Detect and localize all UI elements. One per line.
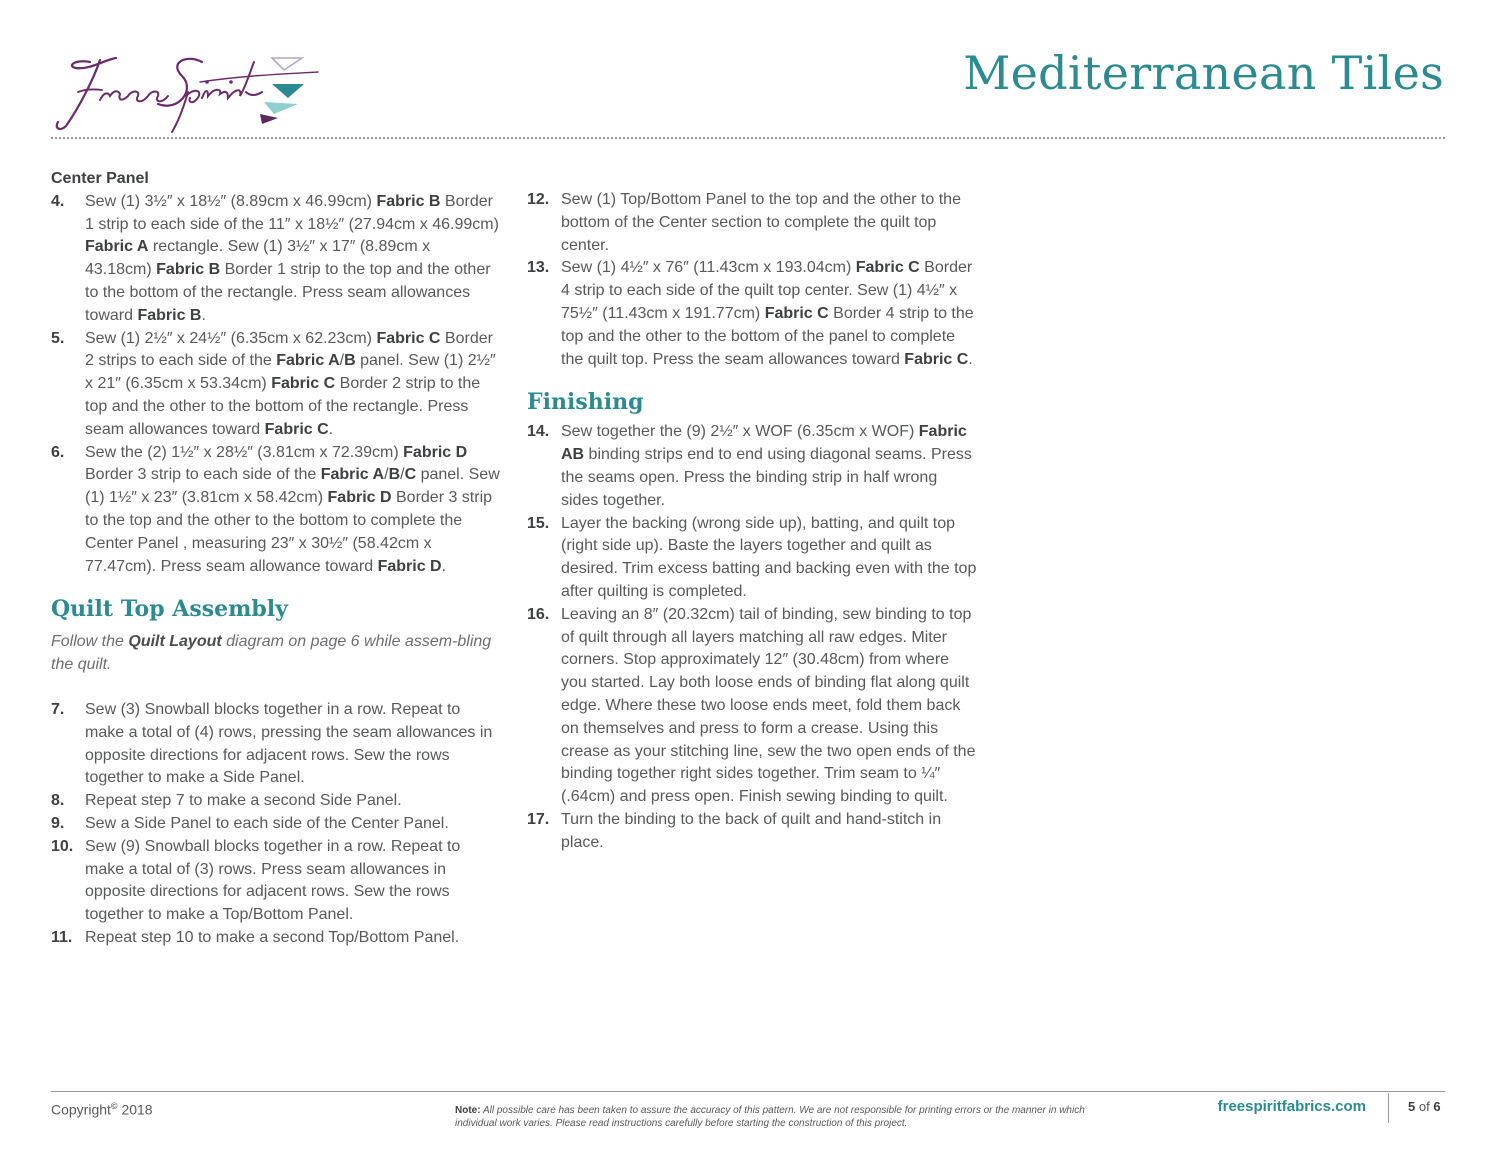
text-segment: Border 2 strips to each side of the bbox=[85, 329, 493, 370]
text-segment: rectangle. Sew (1) 3½″ x 17″ (8.89cm x 43.18cm) bbox=[85, 238, 431, 279]
assembly-intro bbox=[51, 631, 501, 677]
page-number bbox=[1408, 1099, 1441, 1114]
instruction-step bbox=[51, 790, 501, 813]
bold-text: Fabric D bbox=[403, 443, 468, 461]
instruction-step bbox=[527, 809, 977, 855]
text-segment: Sew (1) 4½″ x 76″ (11.43cm x 193.04cm) bbox=[561, 259, 856, 277]
instruction-step bbox=[527, 257, 977, 371]
text-segment: / bbox=[339, 352, 345, 370]
instruction-step bbox=[51, 442, 501, 579]
copyright bbox=[51, 1101, 153, 1118]
text-segment: panel. Sew (1) 1½″ x 23″ (3.81cm x 58.42cm) bbox=[85, 466, 500, 507]
text-segment: diagram on page 6 while assem-bling the quilt. bbox=[51, 633, 492, 674]
note-text: All possible care has been taken to assure the accuracy of this pattern. We are not responsible for printing errors or the manner in which individual work varies. Please read instructions carefully before starting the construction of this project. bbox=[455, 1105, 1085, 1129]
bold-text: B bbox=[388, 466, 401, 484]
bold-text: C bbox=[404, 466, 417, 484]
step-text bbox=[85, 927, 501, 950]
bold-text: Fabric A bbox=[85, 238, 149, 256]
text-segment: . bbox=[201, 306, 206, 324]
instruction-step bbox=[51, 836, 501, 927]
text-segment: Sew the (2) 1½″ x 28½″ (3.81cm x 72.39cm) bbox=[85, 443, 404, 461]
step-number: 8. bbox=[51, 792, 65, 810]
step-number: 13. bbox=[527, 259, 550, 277]
bold-text: Fabric C bbox=[904, 350, 969, 368]
assembly-steps-continued bbox=[527, 189, 977, 371]
bold-text: Fabric A bbox=[320, 466, 385, 484]
step-number: 4. bbox=[51, 192, 65, 210]
bold-text: Fabric A bbox=[276, 352, 340, 370]
assembly-steps bbox=[51, 699, 501, 950]
note-label: Note: bbox=[455, 1105, 481, 1116]
step-text bbox=[85, 813, 501, 836]
text-segment: Turn the binding to the back of quilt and hand-stitch in place. bbox=[561, 810, 942, 851]
page-current: 5 bbox=[1408, 1099, 1416, 1114]
left-column bbox=[51, 168, 501, 950]
text-segment: Sew together the (9) 2½″ x WOF (6.35cm x WOF) bbox=[561, 423, 919, 441]
text-segment: . bbox=[328, 420, 334, 438]
text-segment: Border 1 strip to each side of the 11″ x 18½″ (27.94cm x 46.99cm) bbox=[85, 192, 499, 233]
text-segment: Follow the bbox=[51, 633, 129, 651]
step-number: 5. bbox=[51, 329, 65, 347]
instruction-step bbox=[51, 813, 501, 836]
step-text bbox=[561, 257, 977, 371]
text-segment: / bbox=[400, 466, 405, 484]
step-text bbox=[85, 442, 501, 579]
step-number: 9. bbox=[51, 814, 65, 832]
bold-text: Fabric AB bbox=[561, 423, 967, 464]
step-text bbox=[561, 604, 977, 809]
instruction-step bbox=[51, 699, 501, 790]
page-of: of bbox=[1415, 1099, 1434, 1114]
step-text bbox=[85, 836, 501, 927]
bold-text: Fabric C bbox=[855, 259, 920, 277]
text-segment: Layer the backing (wrong side up), batting, and quilt top (right side up). Baste the layers together and quilt as desired. Trim excess batting and backing even with the top after quilting is completed. bbox=[561, 514, 977, 600]
instruction-step bbox=[51, 927, 501, 950]
center-panel-steps bbox=[51, 191, 501, 579]
instruction-step bbox=[51, 191, 501, 328]
text-segment: . bbox=[441, 557, 447, 575]
step-number: 10. bbox=[51, 837, 74, 855]
bold-text: Fabric C bbox=[264, 420, 329, 438]
finishing-steps bbox=[527, 421, 977, 854]
step-number: 16. bbox=[527, 605, 550, 623]
step-number: 11. bbox=[51, 928, 73, 946]
page-total: 6 bbox=[1433, 1099, 1441, 1114]
step-text bbox=[85, 328, 501, 442]
disclaimer-note bbox=[455, 1104, 1105, 1130]
instruction-step bbox=[527, 513, 977, 604]
text-segment: Sew (1) 3½″ x 18½″ (8.89cm x 46.99cm) bbox=[85, 192, 377, 210]
instruction-step bbox=[527, 189, 977, 257]
text-segment: Sew (3) Snowball blocks together in a row. Repeat to make a total of (4) rows, pressing the seam allowances in opposite directions for adjacent rows. Sew the rows together to make a Side Panel. bbox=[85, 700, 493, 787]
step-text bbox=[561, 809, 977, 855]
step-number: 6. bbox=[51, 443, 65, 461]
text-segment: binding strips end to end using diagonal seams. Press the seams open. Press the binding strip in half wrong sides together. bbox=[561, 446, 972, 509]
footer-divider bbox=[51, 1091, 1445, 1092]
copyright-mark: © bbox=[110, 1101, 118, 1111]
step-text bbox=[561, 421, 977, 512]
text-segment: Sew (1) Top/Bottom Panel to the top and the other to the bottom of the Center section to complete the quilt top center. bbox=[561, 191, 961, 254]
step-number: 12. bbox=[527, 191, 550, 208]
right-column bbox=[527, 189, 977, 855]
text-segment: . bbox=[968, 350, 973, 368]
step-text bbox=[561, 513, 977, 604]
bold-text: Fabric B bbox=[376, 192, 441, 210]
footer-vertical-divider bbox=[1388, 1093, 1389, 1123]
text-segment: Border 4 strip to each side of the quilt top center. Sew (1) 4½″ x 75½″ (11.43cm x 191.77cm) bbox=[561, 259, 973, 322]
finishing-heading: Finishing bbox=[527, 389, 644, 416]
bold-text: B bbox=[344, 352, 356, 370]
text-segment: Repeat step 7 to make a second Side Panel. bbox=[85, 792, 402, 810]
text-segment: Border 4 strip to the top and the other to the bottom of the panel to complete the quilt top. Press the seam allowances toward bbox=[561, 304, 974, 368]
website-link[interactable]: freespiritfabrics.com bbox=[1217, 1098, 1366, 1115]
instruction-step bbox=[527, 604, 977, 809]
step-text bbox=[85, 790, 501, 813]
text-segment: Leaving an 8″ (20.32cm) tail of binding, sew binding to top of quilt through all layers matching all raw edges. Miter corners. Stop approximately 12″ (30.48cm) from where you started. Lay both loose ends of binding flat along quilt edge. Where these two loose ends meet, fold them back on themselves and press to form a crease. Using this crease as your stitching line, sew the two open ends of the binding together right sides together. Trim seam to ¼″ (.64cm) and press open. Finish sewing binding to quilt. bbox=[561, 605, 976, 806]
quilt-top-assembly-heading: Quilt Top Assembly bbox=[51, 596, 288, 623]
text-segment: Border 2 strip to the top and the other to the bottom of the rectangle. Press seam allowances toward bbox=[85, 375, 481, 438]
bold-text: Fabric D bbox=[377, 557, 442, 575]
bold-text: Fabric D bbox=[327, 489, 392, 507]
text-segment: / bbox=[384, 466, 389, 484]
step-text bbox=[561, 189, 977, 257]
header-divider bbox=[51, 137, 1445, 139]
copyright-label: Copyright bbox=[51, 1101, 111, 1118]
copyright-year: 2018 bbox=[117, 1101, 153, 1118]
instruction-step bbox=[527, 421, 977, 512]
text-segment: Sew (9) Snowball blocks together in a row. Repeat to make a total of (3) rows. Press seam allowances in opposite directions for adjacent rows. Sew the rows together to make a Top/Bottom Panel. bbox=[85, 837, 461, 924]
text-segment: panel. Sew (1) 2½″ x 21″ (6.35cm x 53.34cm) bbox=[85, 352, 496, 393]
center-panel-subhead: Center Panel bbox=[51, 170, 149, 187]
text-segment: Repeat step 10 to make a second Top/Bottom Panel. bbox=[85, 928, 460, 946]
bold-text: Quilt Layout bbox=[128, 633, 222, 651]
instruction-step bbox=[51, 328, 501, 442]
text-segment: Border 3 strip to each side of the bbox=[85, 466, 321, 484]
text-segment: Border 1 strip to the top and the other to the bottom of the rectangle. Press seam allowances toward bbox=[85, 261, 491, 324]
text-segment: Sew a Side Panel to each side of the Center Panel. bbox=[85, 814, 449, 832]
bold-text: Fabric C bbox=[764, 304, 829, 322]
freespirit-logo bbox=[50, 42, 325, 134]
step-number: 15. bbox=[527, 514, 550, 532]
text-segment: Sew (1) 2½″ x 24½″ (6.35cm x 62.23cm) bbox=[85, 329, 377, 347]
step-number: 14. bbox=[527, 423, 550, 441]
bold-text: Fabric C bbox=[376, 329, 441, 347]
step-number: 7. bbox=[51, 700, 65, 718]
bold-text: Fabric B bbox=[156, 261, 221, 279]
step-text bbox=[85, 191, 501, 328]
step-number: 17. bbox=[527, 810, 550, 828]
bold-text: Fabric B bbox=[137, 306, 202, 324]
document-title: Mediterranean Tiles bbox=[963, 46, 1444, 100]
text-segment: Border 3 strip to the top and the other to the bottom to complete the Center Panel , measuring 23″ x 30½″ (58.42cm x 77.47cm). Press seam allowance toward bbox=[85, 489, 493, 575]
step-text bbox=[85, 699, 501, 790]
bold-text: Fabric C bbox=[271, 375, 336, 393]
